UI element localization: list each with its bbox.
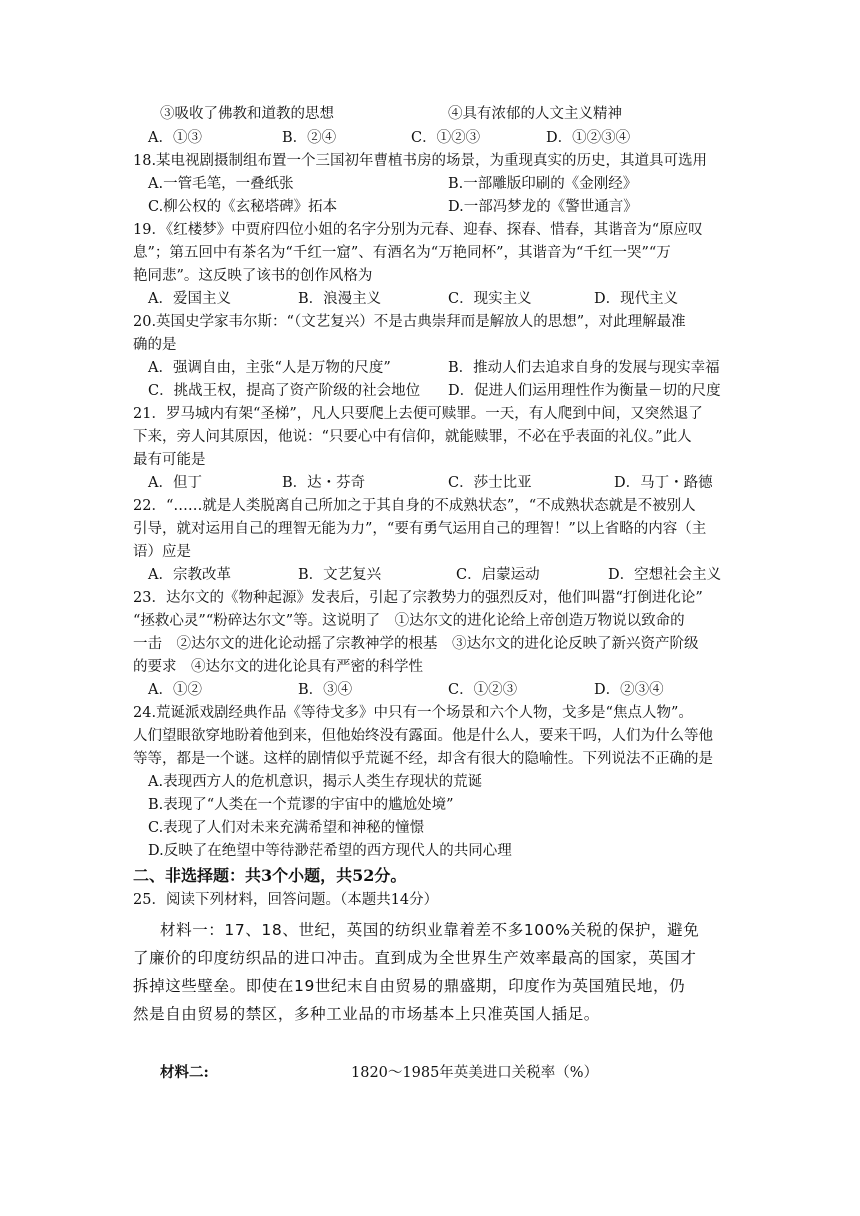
q25-material-1-line-1: 材料一：17、18、世纪，英国的纺织业靠着差不多100%关税的保护，避免 [160,921,700,939]
q25-material-1-line-3: 拆掉这些壁垒。即使在19世纪末自由贸易的鼎盛期，印度作为英国殖民地，仍 [133,977,686,995]
q25-material-2-label: 材料二: [160,1064,209,1081]
q22-stem-line-2: 引导，就对运用自己的理智无能为力”，“要有勇气运用自己的理智！”以上省略的内容（主 [133,521,707,537]
q19-option-d[interactable]: D．现代主义 [594,291,679,307]
q24-stem-line-3: 等等，都是一个谜。这样的剧情似乎荒诞不经，却含有很大的隐喻性。下列说法不正确的是 [133,751,713,767]
q24-option-b[interactable]: B.表现了“人类在一个荒谬的宇宙中的尴尬处境” [148,797,454,813]
q18-option-c[interactable]: C.柳公权的《玄秘塔碑》拓本 [148,199,338,215]
q23-stem-line-4: 的要求 ④达尔文的进化论具有严密的科学性 [133,659,423,675]
q22-stem-line-3: 语）应是 [133,544,191,560]
q20-option-a[interactable]: A．强调自由，主张“人是万物的尺度” [148,360,391,376]
section-2-heading: 二、非选择题：共3个小题，共52分。 [133,866,407,885]
q23-stem-line-2: “拯救心灵”“粉碎达尔文”等。这说明了 ①达尔文的进化论给上帝创造万物说以致命的 [133,613,685,629]
q19-stem-line-2: 息”；第五回中有茶名为“千红一窟”、有酒名为“万艳同杯”，其谐音为“千红一哭”“万 [133,245,671,261]
q25-stem: 25．阅读下列材料，回答问题。（本题共14分） [133,892,439,908]
q17-option-d[interactable]: D．①②③④ [546,130,631,146]
q21-stem-line-1: 21．罗马城内有架“圣梯”，凡人只要爬上去便可赎罪。一天，有人爬到中间，又突然退了 [133,406,703,422]
q25-material-1-line-4: 然是自由贸易的禁区，多种工业品的市场基本上只准英国人插足。 [133,1005,600,1023]
q17-option-a[interactable]: A．①③ [148,130,202,146]
q17-item-4: ④具有浓郁的人文主义精神 [448,106,622,122]
q24-option-c[interactable]: C.表现了人们对未来充满希望和神秘的憧憬 [148,820,425,836]
q19-option-c[interactable]: C．现实主义 [448,291,532,307]
q20-stem-line-1: 20.英国史学家韦尔斯：“（文艺复兴）不是古典崇拜而是解放人的思想”，对此理解最准 [133,314,686,330]
q23-option-b[interactable]: B．③④ [298,682,353,698]
q24-stem-line-2: 人们望眼欲穿地盼着他到来，但他始终没有露面。他是什么人，要来干吗，人们为什么等他 [133,728,713,744]
q17-option-b[interactable]: B．②④ [282,130,337,146]
q23-stem-line-3: 一击 ②达尔文的进化论动摇了宗教神学的根基 ③达尔文的进化论反映了新兴资产阶级 [133,636,699,652]
q21-stem-line-2: 下来，旁人问其原因，他说：“只要心中有信仰，就能赎罪，不必在乎表面的礼仪。”此人 [133,429,692,445]
q21-option-d[interactable]: D．马丁・路德 [614,475,713,491]
q20-option-c[interactable]: C．挑战王权，提高了资产阶级的社会地位 [148,383,421,399]
q21-option-a[interactable]: A．但丁 [148,475,202,491]
q19-stem-line-3: 艳同悲”。这反映了该书的创作风格为 [133,268,373,284]
q22-option-d[interactable]: D．空想社会主义 [608,567,722,583]
q22-stem-line-1: 22．“……就是人类脱离自己所加之于其自身的不成熟状态”，“不成熟状态就是不被别人 [133,498,696,514]
q18-option-a[interactable]: A.一管毛笔，一叠纸张 [148,176,294,192]
q23-option-c[interactable]: C．①②③ [448,682,518,698]
q24-stem-line-1: 24.荒诞派戏剧经典作品《等待戈多》中只有一个场景和六个人物，戈多是“焦点人物”。 [133,705,693,721]
q19-option-b[interactable]: B．浪漫主义 [298,291,382,307]
q21-option-c[interactable]: C．莎士比亚 [448,475,532,491]
q24-option-a[interactable]: A.表现西方人的危机意识，揭示人类生存现状的荒诞 [148,774,483,790]
q19-option-a[interactable]: A．爱国主义 [148,291,231,307]
q19-stem-line-1: 19．《红楼梦》中贾府四位小姐的名字分别为元春、迎春、探春、惜春，其谐音为“原应叹 [133,222,703,238]
q25-material-2-title: 1820～1985年英美进口关税率（%） [351,1065,599,1081]
q24-option-d[interactable]: D.反映了在绝望中等待渺茫希望的西方现代人的共同心理 [148,843,512,859]
q20-stem-line-2: 确的是 [133,337,177,353]
q18-option-b[interactable]: B.一部雕版印刷的《金刚经》 [448,176,638,192]
q20-option-b[interactable]: B．推动人们去追求自身的发展与现实幸福 [448,360,720,376]
q25-material-1-line-2: 了廉价的印度纺织品的进口冲击。直到成为全世界生产效率最高的国家，英国才 [133,949,697,967]
q18-option-d[interactable]: D.一部冯梦龙的《警世通言》 [448,199,638,215]
q20-option-d[interactable]: D．促进人们运用理性作为衡量－切的尺度 [448,383,721,399]
q22-option-c[interactable]: C．启蒙运动 [456,567,540,583]
q23-stem-line-1: 23．达尔文的《物种起源》发表后，引起了宗教势力的强烈反对，他们叫嚣“打倒进化论” [133,590,703,606]
q21-option-b[interactable]: B．达・芬奇 [282,475,366,491]
q21-stem-line-3: 最有可能是 [133,452,206,468]
q22-option-a[interactable]: A．宗教改革 [148,567,231,583]
q17-option-c[interactable]: C．①②③ [411,130,481,146]
q23-option-a[interactable]: A．①② [148,682,202,698]
q18-stem: 18.某电视剧摄制组布置一个三国初年曹植书房的场景，为重现真实的历史，其道具可选用 [133,153,708,169]
q23-option-d[interactable]: D．②③④ [594,682,664,698]
q22-option-b[interactable]: B．文艺复兴 [298,567,382,583]
q17-item-3: ③吸收了佛教和道教的思想 [160,106,334,122]
